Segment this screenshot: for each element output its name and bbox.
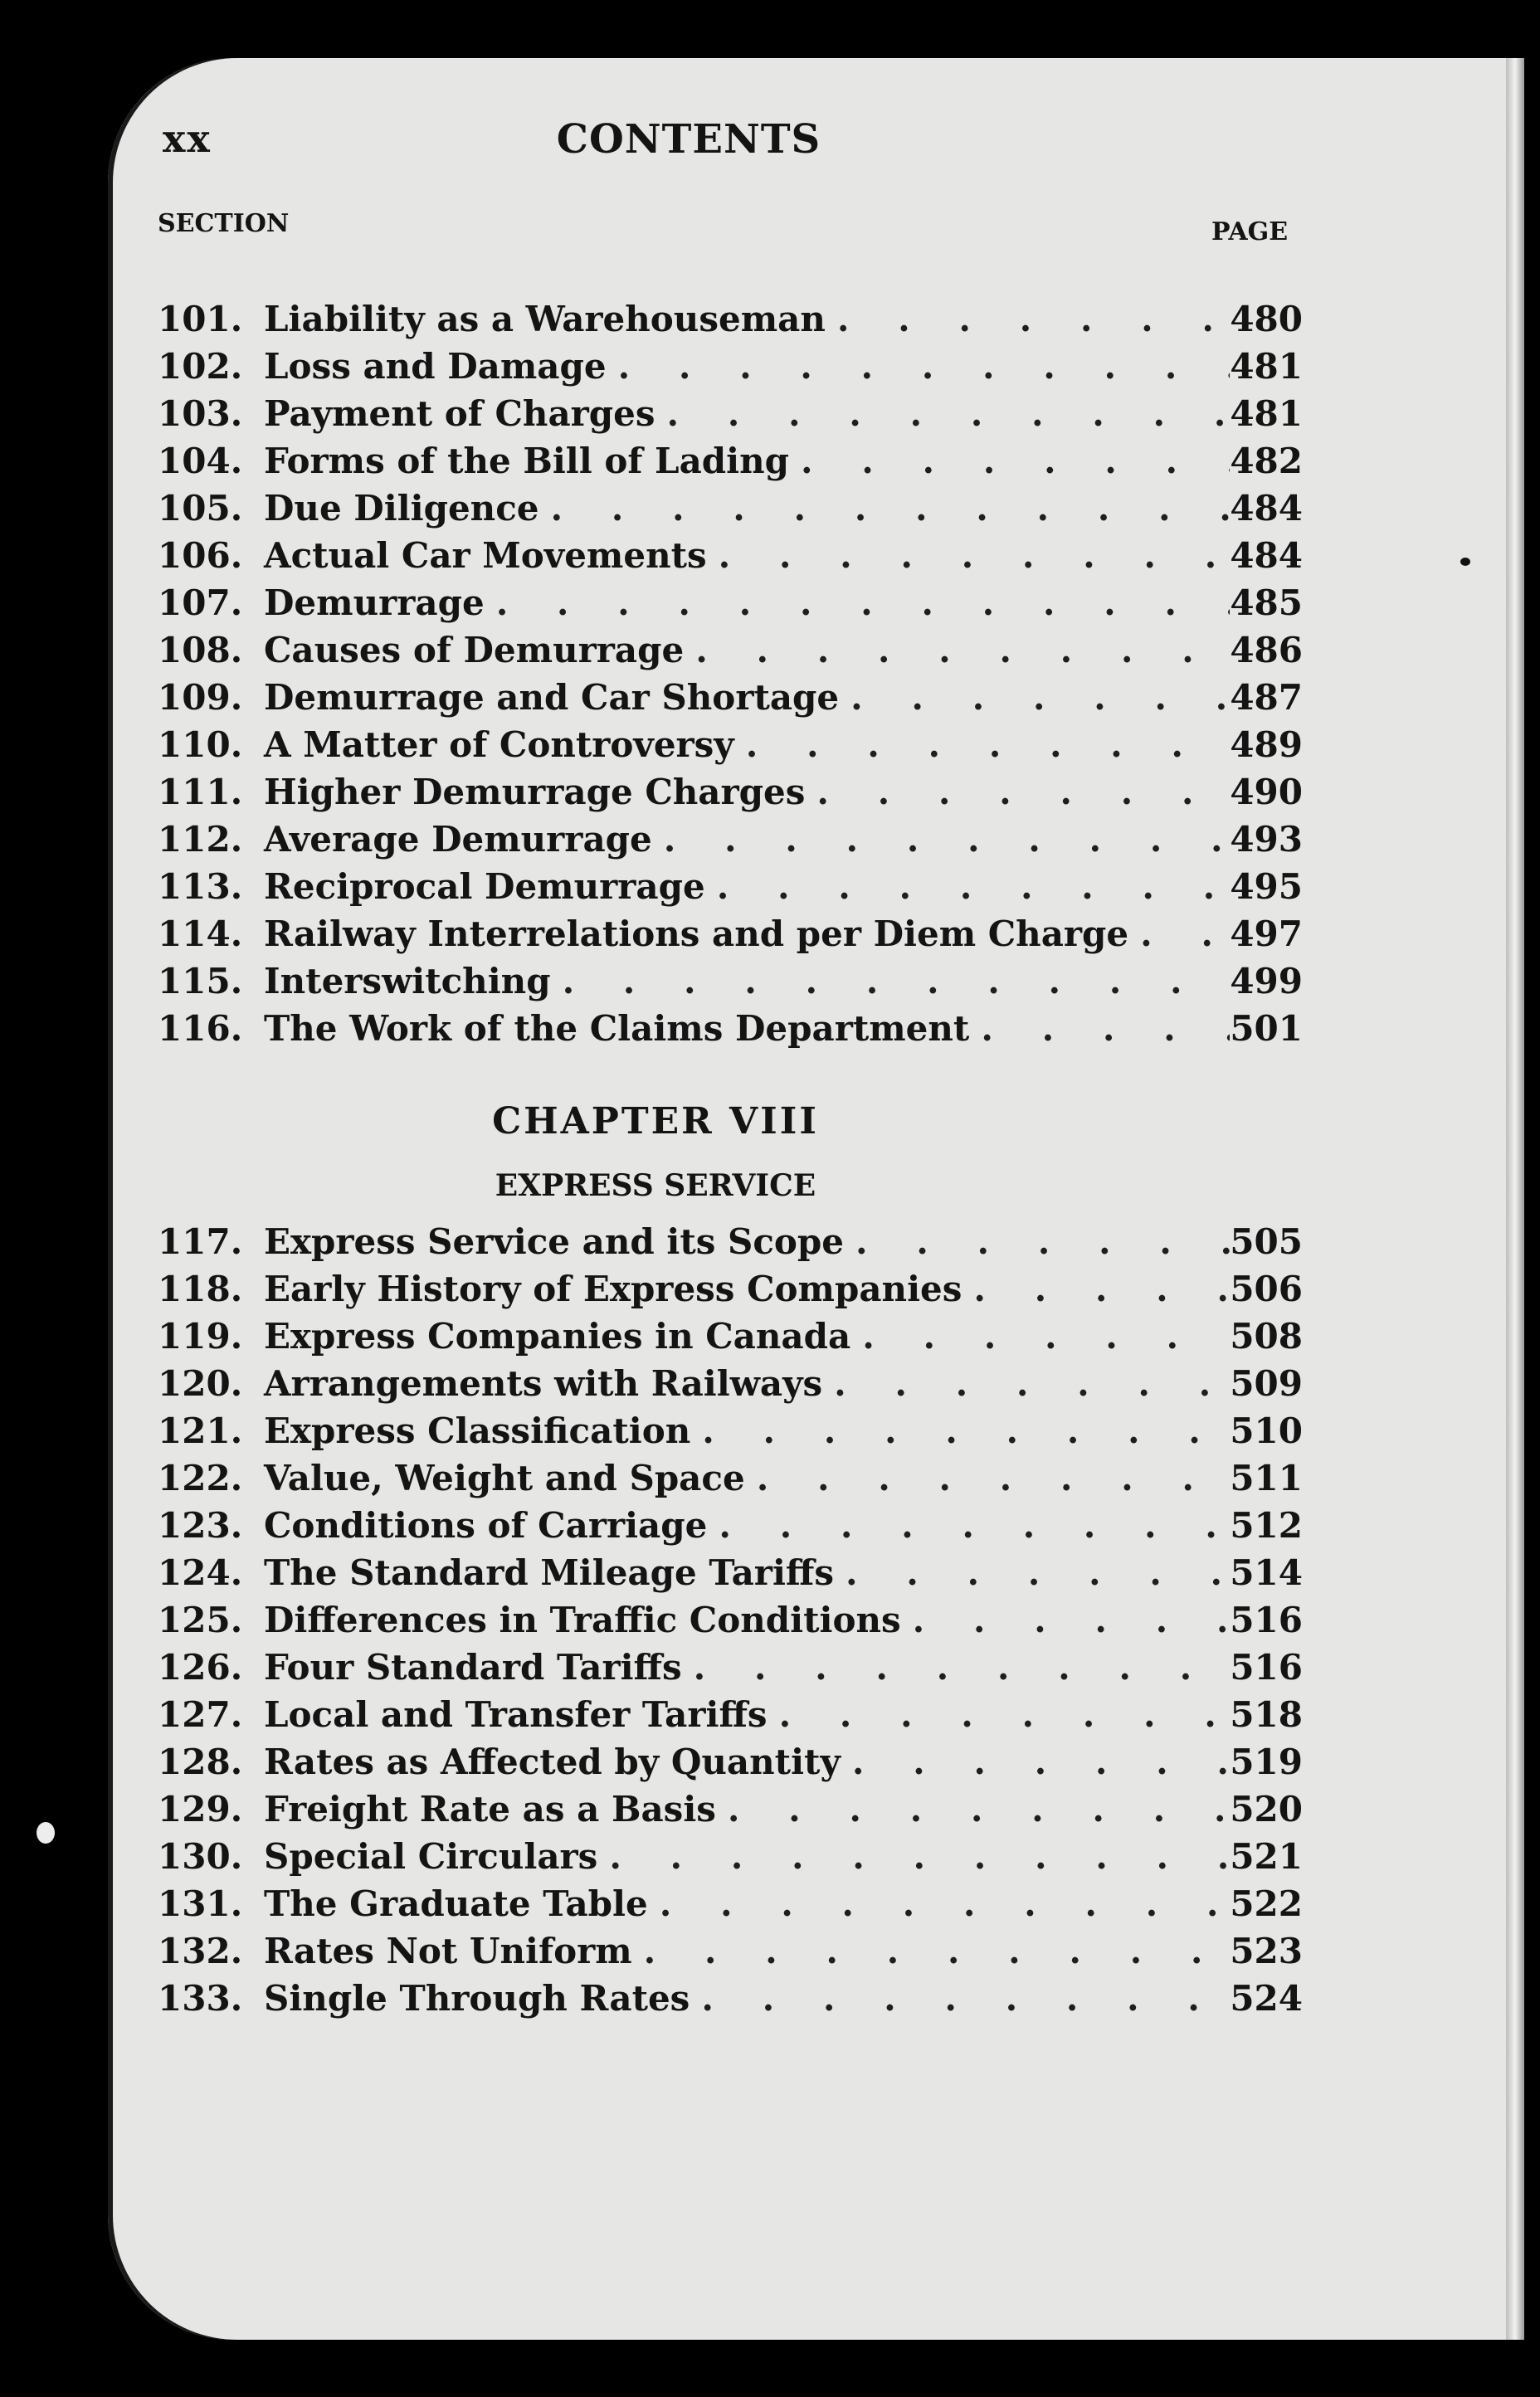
page-ref: 481 [1230,346,1303,387]
section-title: Local and Transfer Tariffs [264,1694,768,1735]
section-number: 119. [158,1316,243,1357]
section-number: 117. [158,1221,243,1262]
page-ref: 485 [1230,582,1303,623]
section-title: Due Diligence [264,488,539,529]
section-number: 115. [158,961,243,1001]
section-number: 102. [158,346,243,387]
page-ref: 481 [1230,393,1303,434]
page-ref: 521 [1230,1836,1303,1877]
dot-leader [728,1789,1230,1829]
page-ref: 519 [1230,1742,1303,1782]
section-number: 120. [158,1363,243,1404]
dot-leader [694,1647,1231,1688]
page-ref: 493 [1230,819,1303,860]
section-number: 106. [158,535,243,576]
section-title: Payment of Charges [264,393,655,434]
toc-entry [158,1647,1303,1694]
toc-entry [158,1410,1303,1458]
section-number: 121. [158,1410,243,1451]
section-number: 108. [158,630,243,670]
section-number: 110. [158,724,243,765]
section-title: Express Service and its Scope [264,1221,845,1262]
section-number: 112. [158,819,243,860]
section-number: 122. [158,1458,243,1498]
toc-entry [158,961,1303,1008]
page-column-header: PAGE [1211,217,1289,246]
section-title: Loss and Damage [264,346,607,387]
section-title: Causes of Demurrage [264,630,685,670]
dot-leader [801,441,1230,481]
toc-entry [158,724,1303,772]
dot-leader [855,1221,1230,1262]
page-ref: 522 [1230,1883,1303,1924]
dot-leader [618,346,1231,387]
page-ref: 516 [1230,1600,1303,1640]
page-ref: 499 [1230,961,1303,1001]
section-title: A Matter of Controversy [264,724,734,765]
section-number: 132. [158,1931,243,1971]
chapter-title: EXPRESS SERVICE [495,1168,816,1203]
toc-entry [158,1836,1303,1883]
toc-entry [158,441,1303,488]
section-number: 104. [158,441,243,481]
toc-entry [158,1742,1303,1789]
section-number: 123. [158,1505,243,1546]
section-title: Differences in Traffic Conditions [264,1600,901,1640]
page-ref: 484 [1230,535,1303,576]
dot-leader [846,1552,1230,1593]
toc-entry [158,346,1303,393]
toc-entry [158,1552,1303,1600]
section-number: 128. [158,1742,243,1782]
section-title: Value, Weight and Space [264,1458,745,1498]
section-column-header: SECTION [158,209,290,238]
section-title: Single Through Rates [264,1978,690,2019]
section-title: The Work of the Claims Department [264,1008,970,1049]
toc-entry [158,1600,1303,1647]
page-ref: 524 [1230,1978,1303,2019]
page-ref: 510 [1230,1410,1303,1451]
section-title: Reciprocal Demurrage [264,866,705,907]
dot-leader [609,1836,1230,1877]
page-ref: 495 [1230,866,1303,907]
dot-leader [779,1694,1231,1735]
section-number: 113. [158,866,243,907]
dot-leader [757,1458,1231,1498]
page-number: xx [163,116,212,161]
toc-entry [158,1363,1303,1410]
toc-entry [158,393,1303,441]
dot-leader [746,724,1231,765]
section-title: Railway Interrelations and per Diem Charge [264,913,1129,954]
toc-entry [158,677,1303,724]
dot-leader [644,1931,1231,1971]
section-title: Express Companies in Canada [264,1316,851,1357]
section-title: Interswitching [264,961,551,1001]
page-ref: 509 [1230,1363,1303,1404]
section-number: 130. [158,1836,243,1877]
page-ref: 518 [1230,1694,1303,1735]
dot-leader [667,393,1231,434]
dot-leader [913,1600,1231,1640]
section-number: 103. [158,393,243,434]
toc-entry [158,488,1303,535]
page-ref: 512 [1230,1505,1303,1546]
page-ref: 501 [1230,1008,1303,1049]
toc-entry [158,1883,1303,1931]
toc-entry [158,772,1303,819]
section-title: Early History of Express Companies [264,1269,962,1309]
page-ref: 484 [1230,488,1303,529]
dot-leader [719,535,1231,576]
dot-leader [862,1316,1230,1357]
toc-entry [158,1008,1303,1055]
dot-leader [850,677,1230,718]
toc-entry [158,582,1303,630]
section-title: Rates as Affected by Quantity [264,1742,841,1782]
section-number: 131. [158,1883,243,1924]
page-ref: 490 [1230,772,1303,812]
contents-list-part1 [158,299,1303,1055]
page-ref: 487 [1230,677,1303,718]
page-ref: 505 [1230,1221,1303,1262]
section-title: Express Classification [264,1410,691,1451]
section-number: 127. [158,1694,243,1735]
toc-entry [158,1221,1303,1269]
section-title: The Standard Mileage Tariffs [264,1552,835,1593]
page-ref: 489 [1230,724,1303,765]
section-title: Demurrage [264,582,485,623]
page-ref: 516 [1230,1647,1303,1688]
toc-entry [158,299,1303,346]
section-number: 111. [158,772,243,812]
dot-leader [1140,913,1230,954]
toc-entry [158,1505,1303,1552]
section-number: 116. [158,1008,243,1049]
section-title: Freight Rate as a Basis [264,1789,716,1829]
page-ref: 506 [1230,1269,1303,1309]
dot-leader [664,819,1231,860]
dot-leader [717,866,1231,907]
toc-entry [158,535,1303,582]
page-ref: 514 [1230,1552,1303,1593]
page-ref: 523 [1230,1931,1303,1971]
section-title: Actual Car Movements [264,535,707,576]
section-number: 125. [158,1600,243,1640]
section-number: 124. [158,1552,243,1593]
section-title: Rates Not Uniform [264,1931,632,1971]
page-ref: 480 [1230,299,1303,339]
page-ref: 497 [1230,913,1303,954]
chapter-heading: CHAPTER VIII [492,1100,819,1142]
toc-entry [158,819,1303,866]
contents-list-part2 [158,1221,1303,2025]
page-ref: 482 [1230,441,1303,481]
toc-entry [158,1931,1303,1978]
dot-leader [695,630,1230,670]
toc-entry [158,630,1303,677]
dot-leader [816,772,1230,812]
dot-leader [496,582,1231,623]
toc-entry [158,866,1303,913]
dot-leader [981,1008,1230,1049]
dot-leader [701,1978,1230,2019]
section-title: Demurrage and Car Shortage [264,677,840,718]
toc-entry [158,1694,1303,1742]
page-title: CONTENTS [556,116,821,163]
book-spine-edge [1506,58,1524,2340]
section-title: Special Circulars [264,1836,598,1877]
section-number: 109. [158,677,243,718]
section-title: Conditions of Carriage [264,1505,708,1546]
toc-entry [158,1458,1303,1505]
page-ref: 508 [1230,1316,1303,1357]
section-title: Four Standard Tariffs [264,1647,682,1688]
section-number: 133. [158,1978,243,2019]
page-ref: 520 [1230,1789,1303,1829]
dot-leader [702,1410,1230,1451]
toc-entry [158,913,1303,961]
page-ref: 511 [1230,1458,1303,1498]
dot-leader [837,299,1230,339]
toc-entry [158,1269,1303,1316]
dot-leader [563,961,1231,1001]
section-number: 126. [158,1647,243,1688]
dot-leader [834,1363,1230,1404]
section-number: 114. [158,913,243,954]
section-title: Liability as a Warehouseman [264,299,826,339]
toc-entry [158,1316,1303,1363]
dot-leader [660,1883,1231,1924]
ink-speck [37,1822,55,1844]
section-number: 129. [158,1789,243,1829]
dot-leader [852,1742,1230,1782]
dot-leader [973,1269,1230,1309]
ink-speck [1460,558,1470,566]
section-number: 105. [158,488,243,529]
section-title: Average Demurrage [264,819,652,860]
toc-entry [158,1978,1303,2025]
dot-leader [719,1505,1230,1546]
section-title: Arrangements with Railways [264,1363,823,1404]
toc-entry [158,1789,1303,1836]
section-number: 107. [158,582,243,623]
page-ref: 486 [1230,630,1303,670]
section-title: The Graduate Table [264,1883,648,1924]
section-number: 101. [158,299,243,339]
section-title: Forms of the Bill of Lading [264,441,790,481]
section-number: 118. [158,1269,243,1309]
dot-leader [551,488,1231,529]
section-title: Higher Demurrage Charges [264,772,806,812]
